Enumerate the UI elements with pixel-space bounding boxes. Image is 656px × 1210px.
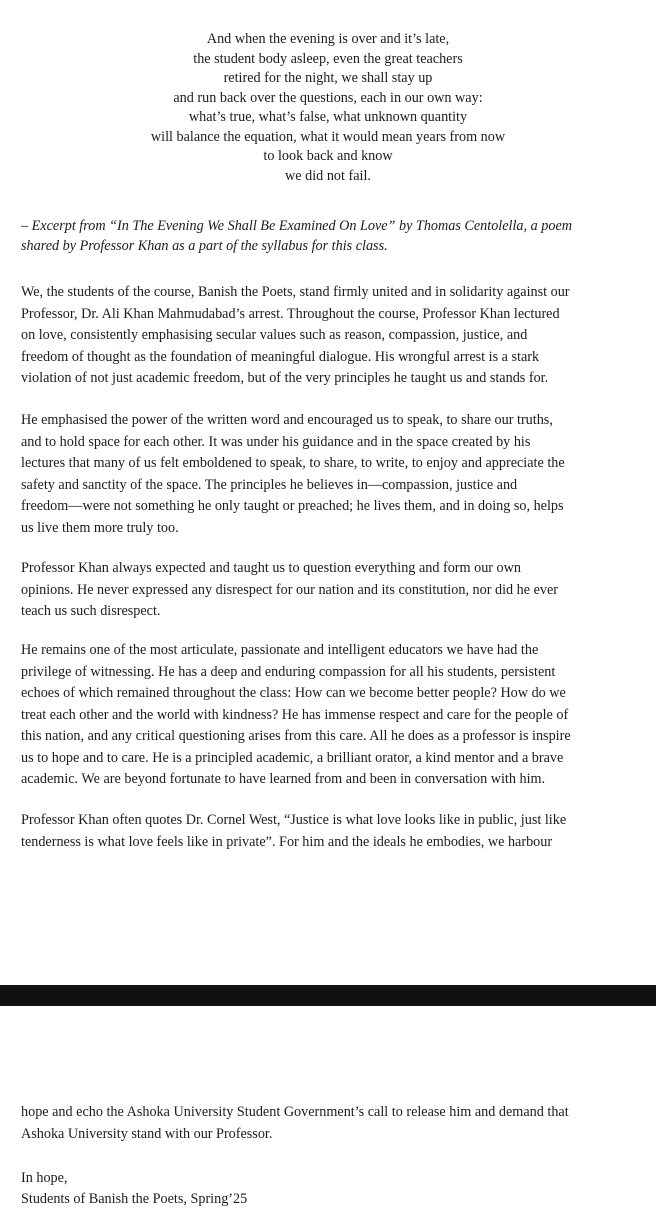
paragraph-solidarity	[21, 282, 645, 390]
poem-line: retired for the night, we shall stay up	[223, 70, 433, 86]
paragraph-line: freedom of thought as the foundation of meaningful dialogue. His wrongful arrest is a stark	[21, 348, 540, 365]
paragraph-line: tenderness is what love feels like in private”. For him and the ideals he embodies, we harbour	[21, 833, 553, 850]
paragraph-line: violation of not just academic freedom, but of the very principles he taught us and stands for.	[21, 370, 549, 386]
paragraph-line: treat each other and the world with kindness? He has immense respect and care for the people of	[21, 706, 569, 723]
poem-excerpt	[0, 30, 656, 186]
paragraph-line: hope and echo the Ashoka University Student Government’s call to release him and demand that	[21, 1104, 569, 1120]
paragraph-line: We, the students of the course, Banish the Poets, stand firmly united and in solidarity against our	[21, 284, 570, 300]
paragraph-written-word	[21, 410, 645, 539]
paragraph-line: Ashoka University stand with our Professor.	[21, 1125, 273, 1142]
paragraph-line: freedom—were not something he only taught or preached; he lives them, and in doing so, helps	[21, 498, 564, 514]
paragraph-line: lectures that many of us felt emboldened to speak, to share, to write, to enjoy and appreciate the	[21, 455, 565, 471]
letter-closing	[21, 1168, 247, 1210]
poem-line: we did not fail.	[285, 167, 371, 184]
paragraph-question-everything	[21, 558, 645, 623]
paragraph-line: us live them more truly too.	[21, 519, 179, 536]
paragraph-line: Professor Khan often quotes Dr. Cornel West, “Justice is what love looks like in public, just like	[21, 812, 567, 828]
poem-line: And when the evening is over and it’s late,	[206, 31, 450, 47]
paragraph-line: academic. We are beyond fortunate to have learned from and been in conversation with him.	[21, 771, 546, 787]
poem-attribution	[21, 217, 641, 256]
paragraph-line: Professor, Dr. Ali Khan Mahmudabad’s arrest. Throughout the course, Professor Khan lectured	[21, 305, 560, 322]
closing-signature: Students of Banish the Poets, Spring’25	[21, 1191, 248, 1207]
attribution-line: shared by Professor Khan as a part of the syllabus for this class.	[21, 237, 388, 254]
paragraph-line: this nation, and any critical questioning arises from this care. All he does as a professor is inspire	[21, 728, 571, 744]
paragraph-educator	[21, 640, 645, 791]
attribution-line: – Excerpt from “In The Evening We Shall Be Examined On Love” by Thomas Centolella, a poem	[21, 218, 572, 234]
poem-line: to look back and know	[263, 148, 393, 164]
page-break-bar	[0, 985, 656, 1006]
poem-line: the student body asleep, even the great teachers	[193, 50, 463, 67]
paragraph-call-to-release	[21, 1102, 645, 1145]
paragraph-line: safety and sanctity of the space. The principles he believes in—compassion, justice and	[21, 476, 518, 493]
paragraph-line: He remains one of the most articulate, passionate and intelligent educators we have had the	[21, 642, 539, 658]
paragraph-line: teach us such disrespect.	[21, 603, 161, 619]
paragraph-line: Professor Khan always expected and taught us to question everything and form our own	[21, 560, 521, 576]
paragraph-line: privilege of witnessing. He has a deep and enduring compassion for all his students, persistent	[21, 663, 556, 680]
paragraph-line: and to hold space for each other. It was under his guidance and in the space created by his	[21, 433, 531, 450]
paragraph-line: opinions. He never expressed any disrespect for our nation and its constitution, nor did he ever	[21, 581, 559, 598]
paragraph-line: on love, consistently emphasising secular values such as reason, compassion, justice, and	[21, 327, 528, 343]
paragraph-line: echoes of which remained throughout the class: How can we become better people? How do we	[21, 685, 566, 701]
poem-line: what’s true, what’s false, what unknown quantity	[188, 109, 468, 125]
poem-line: will balance the equation, what it would mean years from now	[150, 128, 506, 145]
paragraph-line: He emphasised the power of the written word and encouraged us to speak, to share our truths,	[21, 412, 553, 428]
closing-salutation: In hope,	[21, 1170, 68, 1186]
paragraph-line: us to hope and to care. He is a principled academic, a brilliant orator, a kind mentor and a brave	[21, 749, 564, 766]
poem-line: and run back over the questions, each in our own way:	[173, 89, 483, 106]
paragraph-cornel-west-quote	[21, 810, 645, 853]
